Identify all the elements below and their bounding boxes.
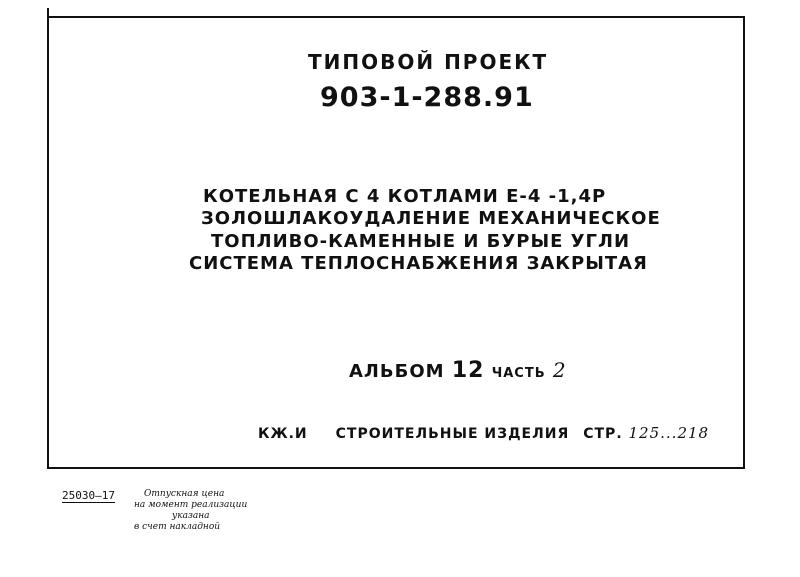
title-line-3: ТОПЛИВО-КАМЕННЫЕ И БУРЫЕ УГЛИ: [211, 231, 631, 252]
section-name: СТРОИТЕЛЬНЫЕ ИЗДЕЛИЯ: [335, 426, 570, 442]
title-line-2: ЗОЛОШЛАКОУДАЛЕНИЕ МЕХАНИЧЕСКОЕ: [201, 208, 661, 229]
album-label: АЛЬБОМ: [349, 361, 445, 382]
section-pages: 125...218: [628, 424, 710, 442]
section-line: [258, 424, 709, 442]
album-number: 12: [451, 358, 485, 383]
section-code: КЖ.И: [258, 426, 308, 442]
album-part-label: ЧАСТЬ: [491, 366, 546, 381]
title-line-4: СИСТЕМА ТЕПЛОСНАБЖЕНИЯ ЗАКРЫТАЯ: [189, 253, 648, 274]
album-line: [349, 358, 567, 383]
title-line-1: КОТЕЛЬНАЯ С 4 КОТЛАМИ Е-4 -1,4Р: [203, 186, 607, 207]
section-pages-label: СТР.: [583, 426, 623, 442]
price-note-line-4: в счет накладной: [134, 522, 221, 532]
stamp-code: 25030—17: [62, 489, 115, 502]
price-note-line-2: на момент реализации: [134, 500, 248, 510]
album-part-number: 2: [552, 358, 567, 382]
price-note-line-1: Отпускная цена: [144, 489, 225, 499]
project-label: ТИПОВОЙ ПРОЕКТ: [308, 50, 549, 74]
price-note-line-3: указана: [172, 511, 210, 521]
project-code: 903-1-288.91: [320, 82, 534, 113]
price-note: [134, 489, 248, 533]
